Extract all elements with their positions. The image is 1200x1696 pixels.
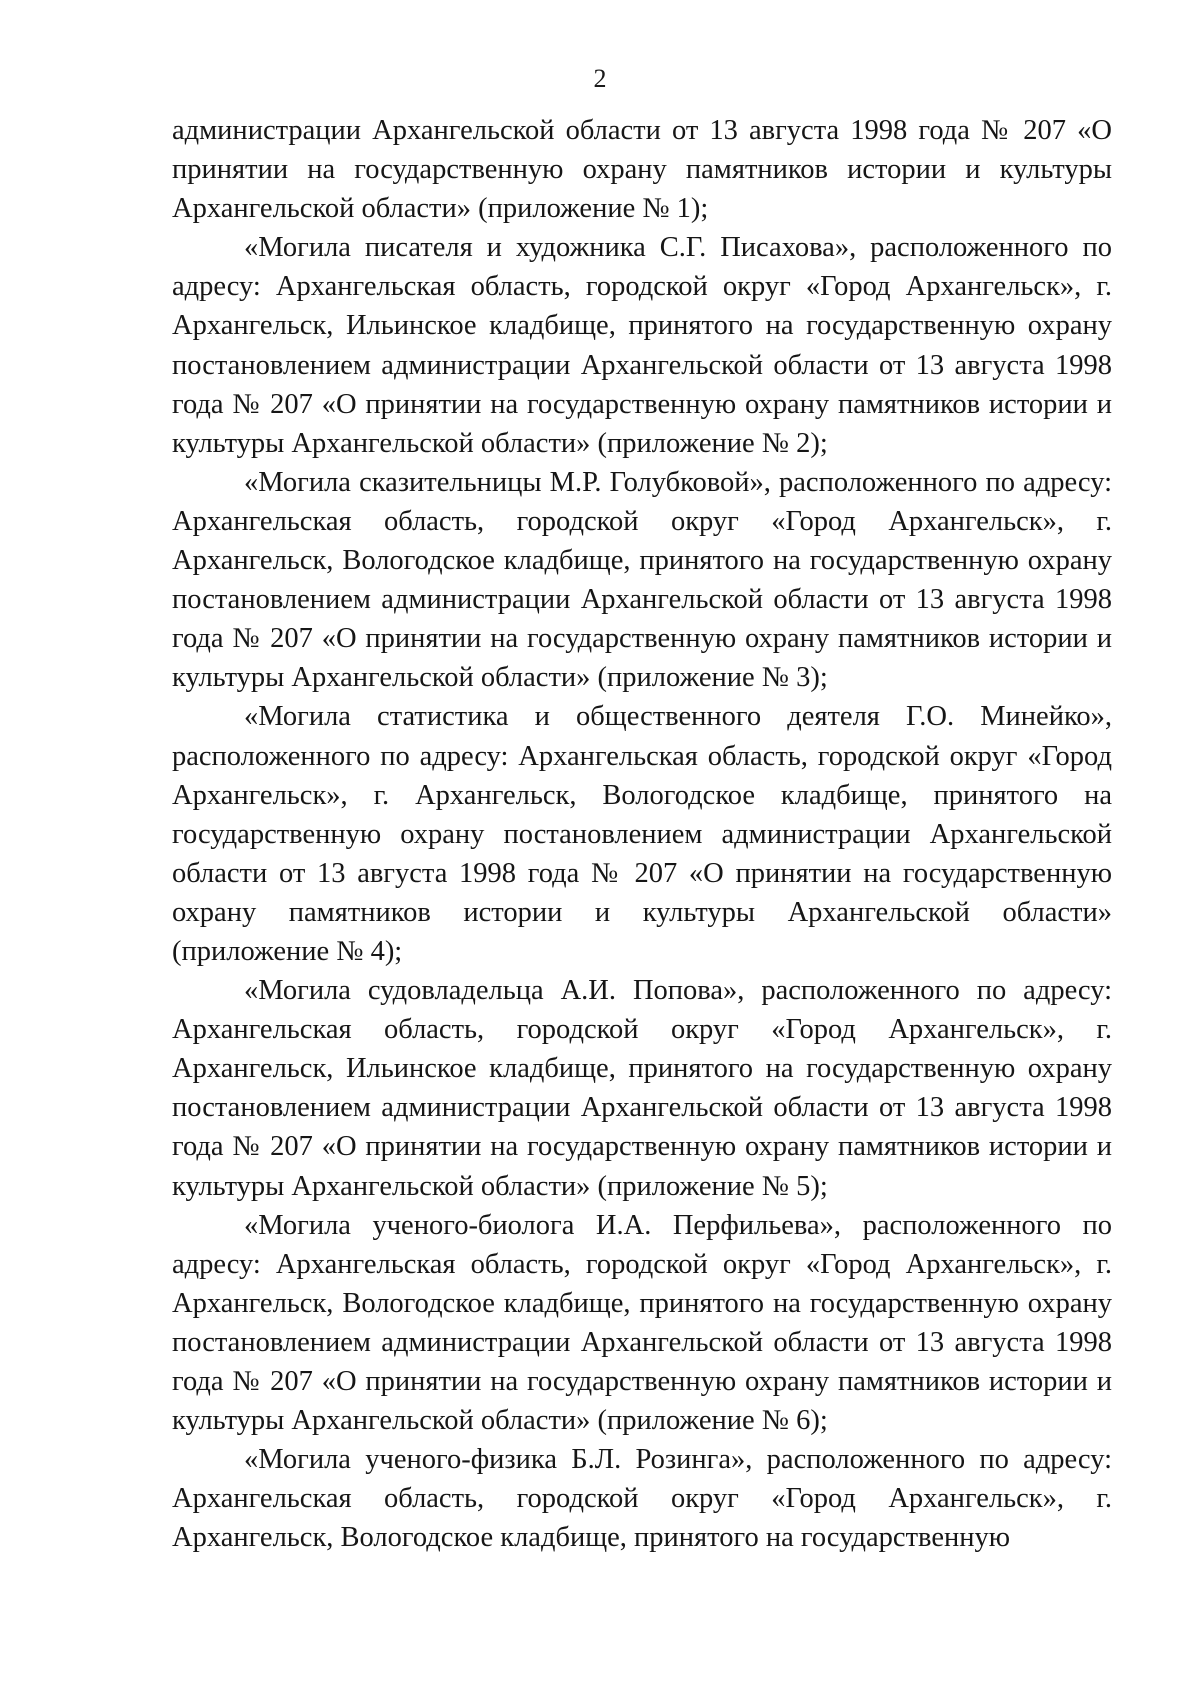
paragraph-perfilyev-grave: «Могила ученого-биолога И.А. Перфильева», расположенного по адресу: Архангельская область, городской округ «Город Архангельск», г. Архангельск, Вологодское кладбище, принятого на государственную охрану постановлением администрации Архангельской области от 13 августа 1998 года № 207 «О принятии на государственную охрану памятников истории и культуры Архангельской области» (приложение № 6); bbox=[172, 1209, 1112, 1437]
paragraph-mineyko-grave: «Могила статистика и общественного деятеля Г.О. Минейко», расположенного по адресу: Архангельская область, городской округ «Город Архангельск», г. Архангельск, Вологодское кладбище, принятого на государственную охрану постановлением администрации Архангельской области от 13 августа 1998 года № 207 «О принятии на государственную охрану памятников истории и культуры Архангельской области» (приложение № 4); bbox=[172, 701, 1112, 967]
paragraph-rozing-grave: «Могила ученого-физика Б.Л. Розинга», расположенного по адресу: Архангельская область, городской округ «Город Архангельск», г. Архангельск, Вологодское кладбище, принятого на государственную bbox=[172, 1444, 1112, 1554]
paragraph-popov-grave: «Могила судовладельца А.И. Попова», расположенного по адресу: Архангельская область, городской округ «Город Архангельск», г. Архангельск, Ильинское кладбище, принятого на государственную охрану постановлением администрации Архангельской области от 13 августа 1998 года № 207 «О принятии на государственную охрану памятников истории и культуры Архангельской области» (приложение № 5); bbox=[172, 975, 1112, 1202]
paragraph-continuation: администрации Архангельской области от 13 августа 1998 года № 207 «О принятии на государственную охрану памятников истории и культуры Архангельской области» (приложение № 1); bbox=[172, 115, 1112, 225]
document-body bbox=[172, 111, 1112, 1557]
page-number: 2 bbox=[593, 64, 607, 93]
paragraph-golubkova-grave: «Могила сказительницы М.Р. Голубковой», расположенного по адресу: Архангельская область, городской округ «Город Архангельск», г. Архангельск, Вологодское кладбище, принятого на государственную охрану постановлением администрации Архангельской области от 13 августа 1998 года № 207 «О принятии на государственную охрану памятников истории и культуры Архангельской области» (приложение № 3); bbox=[172, 466, 1112, 694]
paragraph-pisakhov-grave: «Могила писателя и художника С.Г. Писахова», расположенного по адресу: Архангельская область, городской округ «Город Архангельск», г. Архангельск, Ильинское кладбище, принятого на государственную охрану постановлением администрации Архангельской области от 13 августа 1998 года № 207 «О принятии на государственную охрану памятников истории и культуры Архангельской области» (приложение № 2); bbox=[172, 232, 1112, 459]
